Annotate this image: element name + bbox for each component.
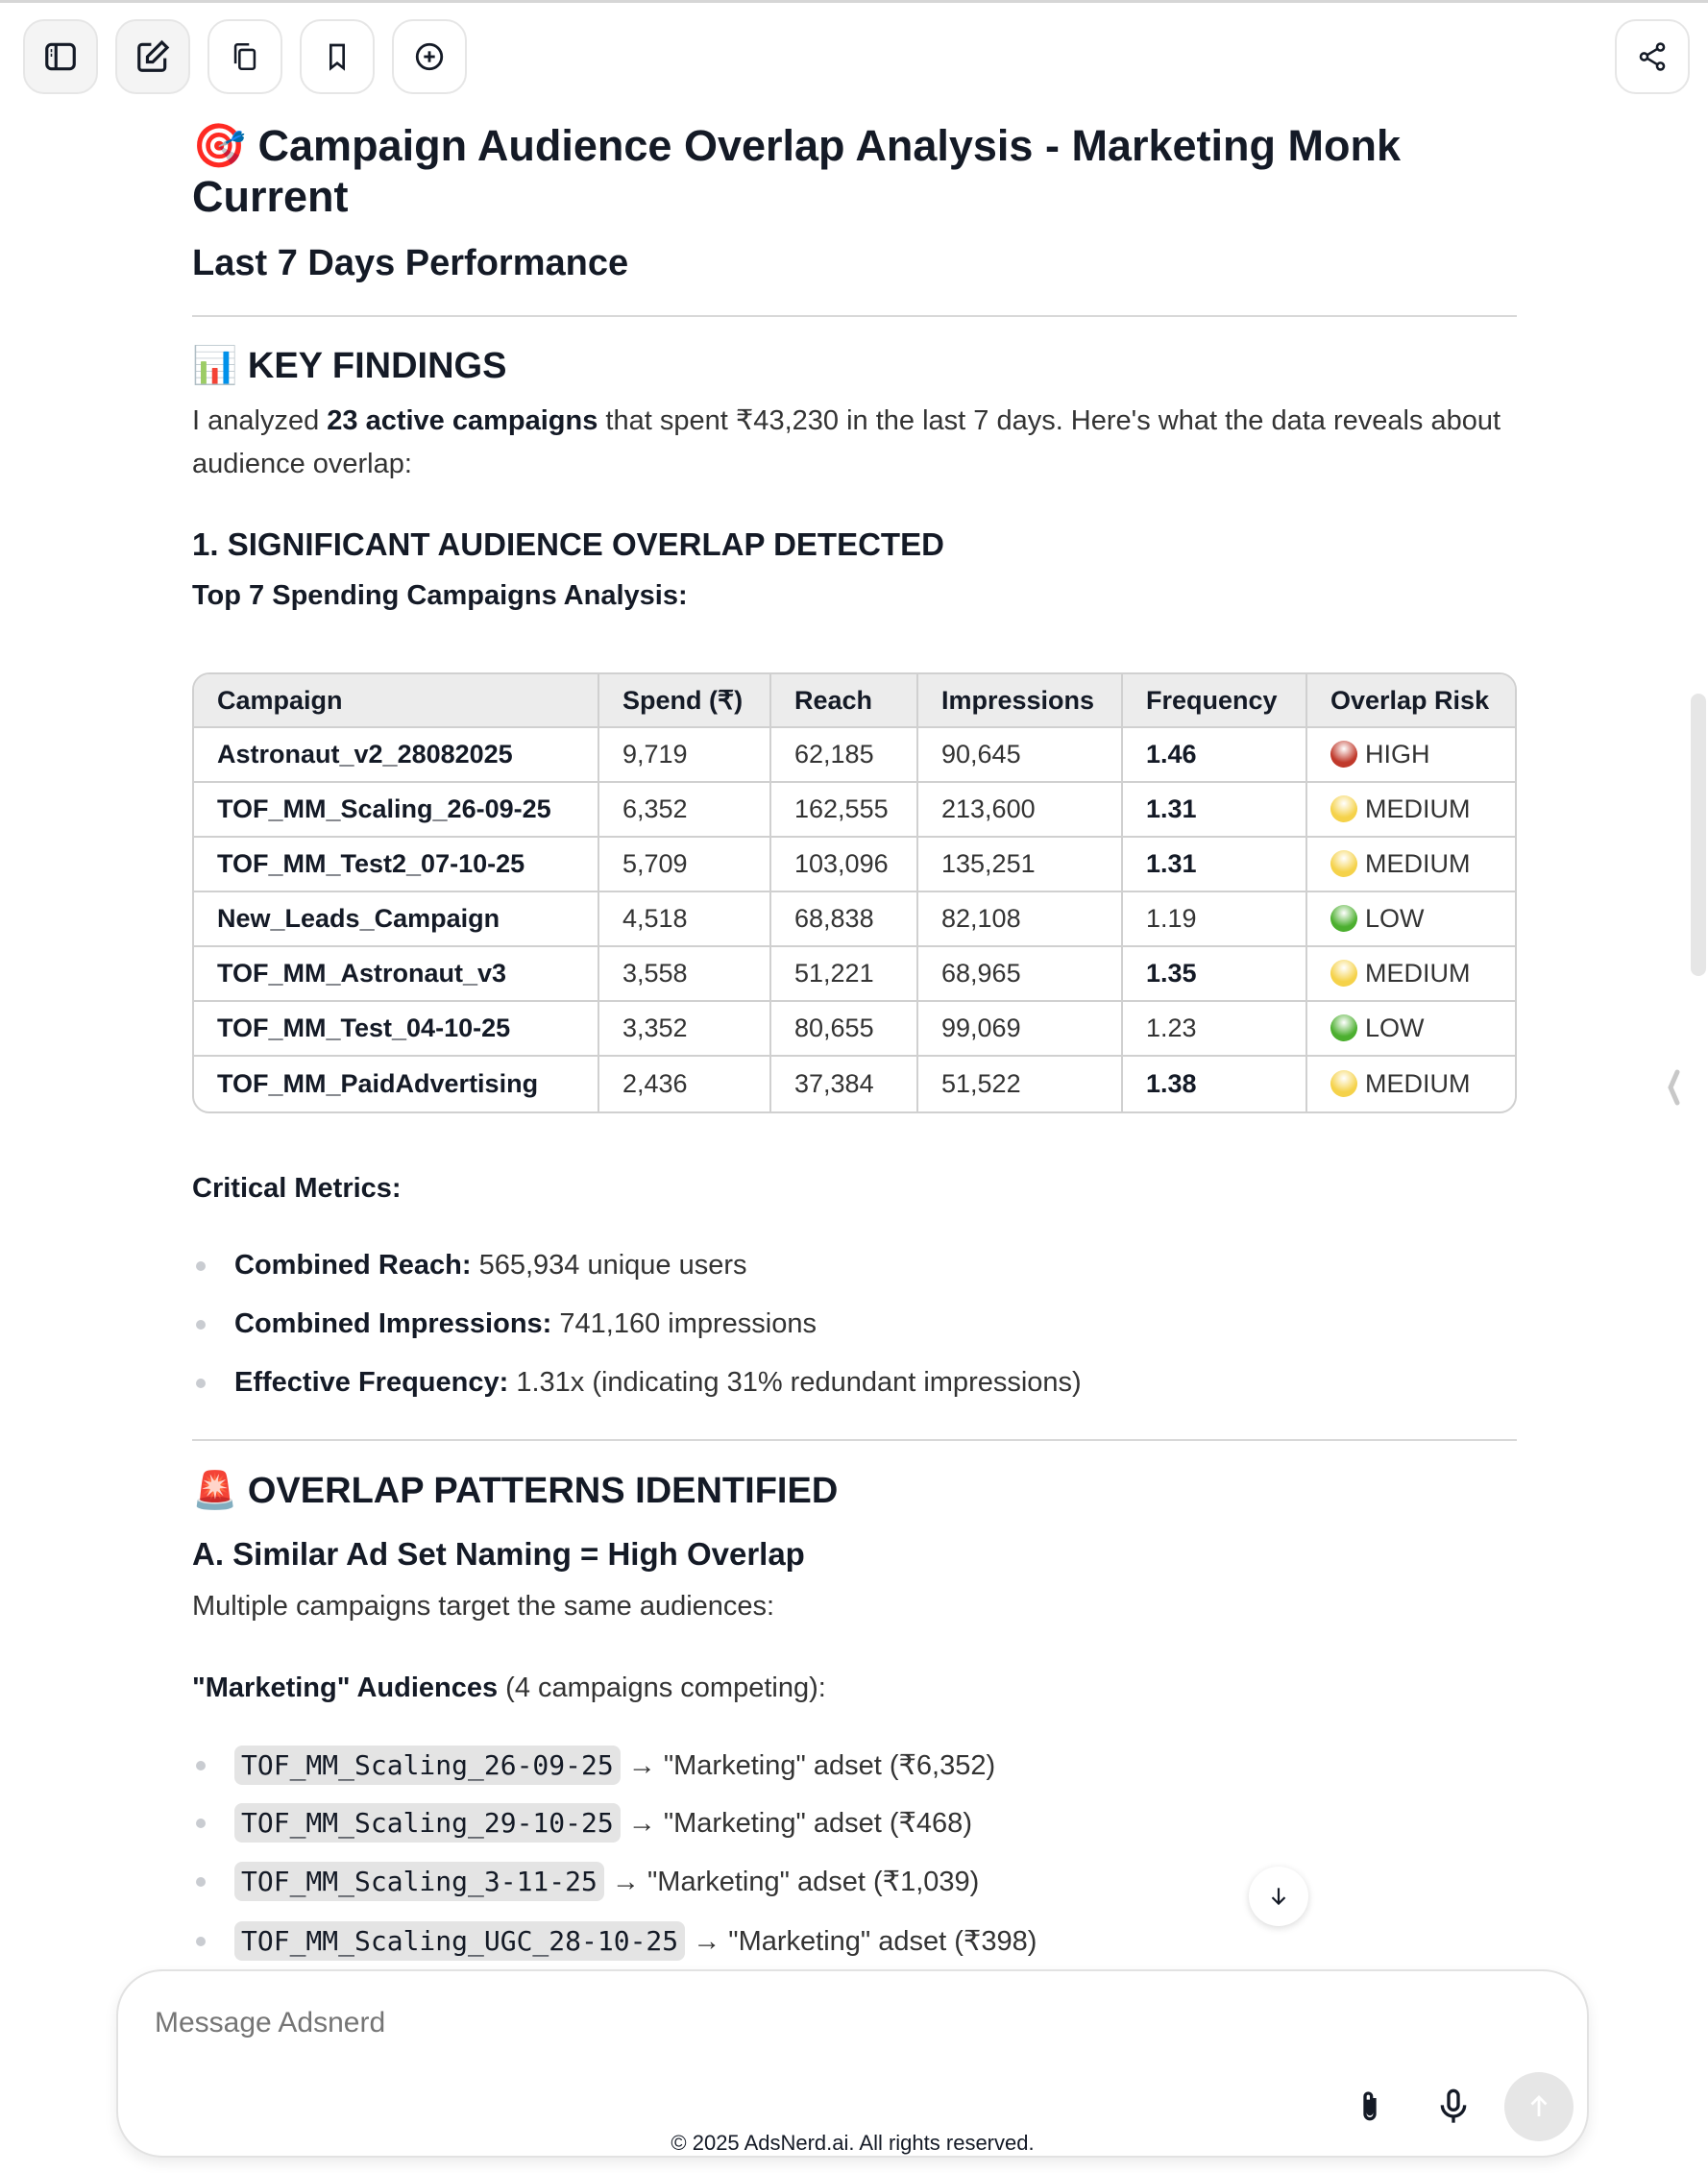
bookmark-button[interactable]	[300, 19, 375, 94]
column-header: Reach	[771, 674, 918, 728]
risk-indicator-icon	[1330, 960, 1357, 987]
impressions-cell: 68,965	[918, 947, 1123, 1002]
campaign-code: TOF_MM_Scaling_3-11-25	[234, 1862, 604, 1901]
campaign-name-cell: TOF_MM_Test_04-10-25	[194, 1002, 599, 1057]
impressions-cell: 51,522	[918, 1057, 1123, 1111]
frequency-cell: 1.38	[1123, 1057, 1307, 1111]
add-button[interactable]	[392, 19, 467, 94]
campaign-list-item	[192, 1806, 972, 1840]
marketing-rest: (4 campaigns competing):	[498, 1672, 826, 1703]
table-row	[194, 1057, 1515, 1111]
section-heading: 1. SIGNIFICANT AUDIENCE OVERLAP DETECTED	[192, 526, 944, 562]
risk-indicator-icon	[1330, 741, 1357, 768]
plus-circle-icon	[413, 40, 446, 73]
campaign-name-cell: Astronaut_v2_28082025	[194, 728, 599, 783]
table-row	[194, 892, 1515, 947]
risk-label: MEDIUM	[1365, 959, 1471, 988]
spend-cell: 6,352	[599, 783, 771, 838]
top-border	[0, 0, 1708, 3]
impressions-cell: 90,645	[918, 728, 1123, 783]
adset-text: → "Marketing" adset (₹6,352)	[620, 1750, 996, 1781]
message-input[interactable]	[155, 2004, 1500, 2042]
overlap-risk-cell	[1307, 838, 1515, 892]
intro-text: I analyzed	[192, 405, 328, 436]
table-row	[194, 783, 1515, 838]
metric-value: 565,934 unique users	[471, 1250, 747, 1281]
adset-text: → "Marketing" adset (₹1,039)	[603, 1867, 980, 1897]
frequency-cell: 1.35	[1123, 947, 1307, 1002]
share-icon	[1636, 40, 1669, 73]
column-header: Spend (₹)	[599, 674, 771, 728]
scrollbar-thumb[interactable]	[1691, 694, 1706, 976]
reach-cell: 162,555	[771, 783, 918, 838]
campaign-name-cell: TOF_MM_Scaling_26-09-25	[194, 783, 599, 838]
frequency-cell: 1.31	[1123, 783, 1307, 838]
spend-cell: 4,518	[599, 892, 771, 947]
risk-indicator-icon	[1330, 1014, 1357, 1041]
risk-label: MEDIUM	[1365, 794, 1471, 823]
metric-value: 1.31x (indicating 31% redundant impressions)	[508, 1367, 1082, 1398]
campaign-name-cell: TOF_MM_PaidAdvertising	[194, 1057, 599, 1111]
reach-cell: 37,384	[771, 1057, 918, 1111]
campaign-list-item	[192, 1924, 1037, 1958]
campaign-code: TOF_MM_Scaling_26-09-25	[234, 1746, 621, 1785]
column-header: Overlap Risk	[1307, 674, 1515, 728]
intro-paragraph	[192, 400, 1517, 486]
divider	[192, 315, 1517, 317]
campaign-code: TOF_MM_Scaling_UGC_28-10-25	[234, 1921, 685, 1961]
marketing-bold: "Marketing" Audiences	[192, 1672, 499, 1703]
edit-icon	[134, 38, 171, 75]
reach-cell: 103,096	[771, 838, 918, 892]
table-row	[194, 728, 1515, 783]
frequency-cell: 1.19	[1123, 892, 1307, 947]
frequency-cell: 1.46	[1123, 728, 1307, 783]
metric-item	[192, 1308, 817, 1340]
impressions-cell: 99,069	[918, 1002, 1123, 1057]
overlap-risk-cell	[1307, 947, 1515, 1002]
impressions-cell: 82,108	[918, 892, 1123, 947]
spend-cell: 5,709	[599, 838, 771, 892]
table-row	[194, 947, 1515, 1002]
pattern-a-heading: A. Similar Ad Set Naming = High Overlap	[192, 1536, 805, 1572]
metric-item	[192, 1250, 747, 1282]
table-row	[194, 1002, 1515, 1057]
overlap-risk-cell	[1307, 1002, 1515, 1057]
reach-cell: 80,655	[771, 1002, 918, 1057]
intro-text-rest: that spent ₹43,230 in the last 7 days. Here's what the data reveals about audience overlap:	[192, 405, 1501, 479]
page-subtitle: Last 7 Days Performance	[192, 243, 629, 283]
key-findings-heading: 📊 KEY FINDINGS	[192, 346, 507, 386]
table-caption: Top 7 Spending Campaigns Analysis:	[192, 580, 688, 611]
risk-indicator-icon	[1330, 905, 1357, 932]
overlap-risk-cell	[1307, 728, 1515, 783]
impressions-cell: 213,600	[918, 783, 1123, 838]
pattern-a-description: Multiple campaigns target the same audiences:	[192, 1591, 775, 1622]
bookmark-icon	[322, 41, 353, 72]
divider	[192, 1439, 1517, 1441]
adset-text: → "Marketing" adset (₹398)	[685, 1926, 1037, 1957]
spend-cell: 9,719	[599, 728, 771, 783]
scroll-to-bottom-button[interactable]	[1249, 1867, 1308, 1926]
campaign-name-cell: New_Leads_Campaign	[194, 892, 599, 947]
metric-item	[192, 1367, 1082, 1399]
metric-value: 741,160 impressions	[551, 1308, 817, 1339]
risk-indicator-icon	[1330, 795, 1357, 822]
spend-cell: 2,436	[599, 1057, 771, 1111]
impressions-cell: 135,251	[918, 838, 1123, 892]
new-chat-button[interactable]	[115, 19, 190, 94]
risk-label: LOW	[1365, 1013, 1425, 1042]
sidebar-icon	[42, 38, 79, 75]
campaign-list-item	[192, 1865, 979, 1898]
frequency-cell: 1.31	[1123, 838, 1307, 892]
reach-cell: 62,185	[771, 728, 918, 783]
risk-indicator-icon	[1330, 850, 1357, 877]
arrow-down-icon	[1266, 1884, 1291, 1909]
microphone-icon[interactable]	[1434, 2083, 1473, 2131]
overlap-risk-cell	[1307, 1057, 1515, 1111]
page-title: 🎯 Campaign Audience Overlap Analysis - Marketing Monk Current	[192, 121, 1401, 221]
copy-button[interactable]	[207, 19, 282, 94]
share-button[interactable]	[1615, 19, 1690, 94]
panel-collapse-chevron-icon[interactable]	[1664, 1068, 1683, 1107]
spend-cell: 3,558	[599, 947, 771, 1002]
column-header: Campaign	[194, 674, 599, 728]
toggle-sidebar-button[interactable]	[23, 19, 98, 94]
overlap-risk-cell	[1307, 892, 1515, 947]
overlap-risk-cell	[1307, 783, 1515, 838]
message-composer	[116, 1969, 1589, 2158]
metric-label: Effective Frequency:	[234, 1367, 509, 1398]
column-header: Frequency	[1123, 674, 1307, 728]
metric-label: Combined Reach:	[234, 1250, 472, 1281]
table-header-row	[194, 674, 1515, 728]
risk-label: MEDIUM	[1365, 1069, 1471, 1098]
marketing-audiences-label	[192, 1667, 826, 1710]
spend-cell: 3,352	[599, 1002, 771, 1057]
campaign-list-item	[192, 1748, 995, 1782]
footer-copyright: © 2025 AdsNerd.ai. All rights reserved.	[671, 2131, 1035, 2155]
campaign-name-cell: TOF_MM_Astronaut_v3	[194, 947, 599, 1002]
attach-icon[interactable]	[1351, 2085, 1389, 2131]
campaign-name-cell: TOF_MM_Test2_07-10-25	[194, 838, 599, 892]
campaigns-table	[192, 672, 1517, 1113]
reach-cell: 68,838	[771, 892, 918, 947]
intro-bold: 23 active campaigns	[327, 405, 598, 436]
copy-icon	[229, 40, 261, 73]
table-row	[194, 838, 1515, 892]
critical-metrics-heading: Critical Metrics:	[192, 1173, 402, 1204]
campaign-code: TOF_MM_Scaling_29-10-25	[234, 1803, 621, 1843]
adset-text: → "Marketing" adset (₹468)	[620, 1808, 972, 1839]
risk-label: HIGH	[1365, 740, 1430, 769]
column-header: Impressions	[918, 674, 1123, 728]
risk-label: LOW	[1365, 904, 1425, 933]
reach-cell: 51,221	[771, 947, 918, 1002]
risk-indicator-icon	[1330, 1070, 1357, 1097]
frequency-cell: 1.23	[1123, 1002, 1307, 1057]
arrow-up-icon	[1525, 2092, 1553, 2121]
metric-label: Combined Impressions:	[234, 1308, 552, 1339]
risk-label: MEDIUM	[1365, 849, 1471, 878]
patterns-heading: 🚨 OVERLAP PATTERNS IDENTIFIED	[192, 1471, 839, 1511]
